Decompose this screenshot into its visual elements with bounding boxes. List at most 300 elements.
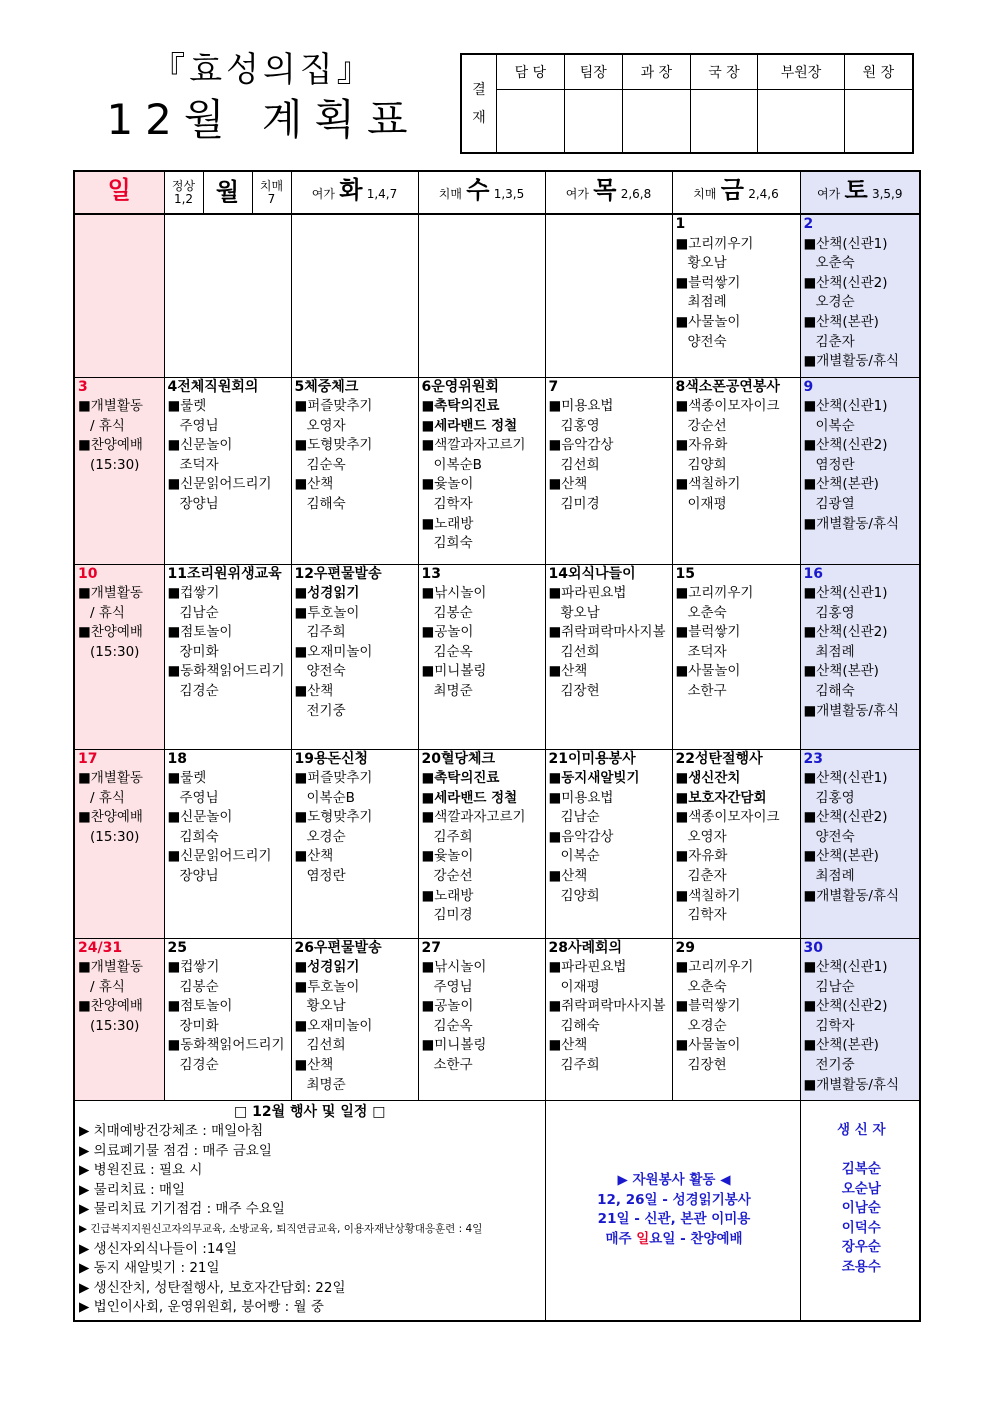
participant-name: 김경순 (179, 683, 219, 700)
event-item: ▶ 병원진료 : 필요 시 (79, 1162, 203, 1179)
special-event: ■세라밴드 정철 (421, 789, 518, 806)
activity-item: ■투호놀이 (294, 604, 360, 621)
day-number: 27 (421, 939, 441, 956)
page-title (78, 48, 448, 148)
activity-item: ■색칠하기 (675, 476, 741, 493)
day-cell-wed[interactable] (418, 377, 545, 564)
participant-name: 주영님 (179, 417, 219, 434)
day-number: 10 (78, 565, 98, 582)
participant-name: 이재평 (560, 978, 600, 995)
participant-name: 김학자 (433, 496, 473, 513)
participant-name: 조덕자 (179, 456, 219, 473)
participant-name: 김봉순 (433, 604, 473, 621)
day-cell-wed[interactable] (418, 749, 545, 938)
day-number: 8색소폰공연봉사 (675, 378, 780, 395)
day-cell-wed[interactable] (418, 938, 545, 1100)
activity-item: ■쥐락펴락마사지볼 (548, 624, 666, 641)
activity-item: ■사물놀이 (675, 1037, 741, 1054)
birthday-name: 이남순 (841, 1200, 881, 1217)
participant-name: 장미화 (179, 643, 219, 660)
participant-name: 황오남 (306, 998, 346, 1015)
activity-item: ■산책 (294, 1057, 334, 1074)
activity-item: ■색종이모자이크 (675, 398, 780, 415)
activity-item: ■낚시놀이 (421, 585, 487, 602)
participant-name: (15:30) (90, 643, 140, 660)
activity-item: ■색깔과자고르기 (421, 437, 526, 454)
participant-name: 김춘자 (815, 333, 855, 350)
participant-name: 오경순 (815, 294, 855, 311)
participant-name: 강순선 (687, 417, 727, 434)
activity-item: ■공놀이 (421, 998, 474, 1015)
activity-item: ■퍼즐맞추기 (294, 770, 373, 787)
day-cell-mon[interactable] (164, 749, 291, 938)
participant-name: 최명준 (433, 683, 473, 700)
day-cell-tue[interactable] (291, 564, 418, 749)
participant-name: 이재평 (687, 496, 727, 513)
activity-item: ■룰렛 (167, 770, 207, 787)
activity-item: ■동화책읽어드리기 (167, 1037, 285, 1054)
activity-item: ■신문읽어드리기 (167, 476, 272, 493)
header-fri: 치매 금 2,4,6 (672, 171, 800, 214)
participant-name: 양전숙 (306, 663, 346, 680)
day-cell-sun[interactable] (74, 377, 164, 564)
day-number: 28사례회의 (548, 939, 623, 956)
week-row (74, 564, 920, 749)
activity-item: ■공놀이 (421, 624, 474, 641)
day-number (422, 215, 545, 235)
day-number: 15 (675, 565, 695, 582)
participant-name: 양전숙 (815, 828, 855, 845)
participant-name: 김남순 (560, 809, 600, 826)
header-thu: 여가 목 2,6,8 (545, 171, 672, 214)
activity-item: ■점토놀이 (167, 998, 233, 1015)
activity-item: ■오재미놀이 (294, 1017, 373, 1034)
participant-name: 황오남 (687, 255, 727, 272)
header-wed: 치매 수 1,3,5 (418, 171, 545, 214)
week-row (74, 938, 920, 1100)
activity-item: ■개별활동 (78, 770, 143, 787)
participant-name: 김경순 (179, 1057, 219, 1074)
activity-item: ■찬양예배 (78, 624, 143, 641)
participant-name: 오춘숙 (687, 978, 727, 995)
special-event: ■촉탁의진료 (421, 770, 500, 787)
activity-item: ■낚시놀이 (421, 959, 487, 976)
day-cell-sun[interactable] (74, 564, 164, 749)
activity-item: ■산책(본관) (803, 1037, 879, 1054)
volunteer-cell (545, 1100, 800, 1321)
day-cell-tue[interactable] (291, 214, 418, 377)
activity-item: ■고리끼우기 (675, 959, 754, 976)
activity-item: ■컵쌓기 (167, 585, 220, 602)
activity-item: ■색종이모자이크 (675, 809, 780, 826)
event-item: ▶ 물리치료 : 매일 (79, 1181, 186, 1198)
approval-table (460, 53, 914, 154)
day-number: 9 (803, 378, 814, 395)
activity-item: ■블럭쌓기 (675, 624, 741, 641)
participant-name: 최명준 (306, 1076, 346, 1093)
participant-name: 오영자 (687, 828, 727, 845)
activity-item: ■찬양예배 (78, 809, 143, 826)
activity-item: ■개별활동/휴식 (803, 702, 900, 719)
day-cell-thu[interactable] (545, 938, 672, 1100)
birthday-name: 이덕수 (841, 1219, 881, 1236)
special-event: ■생신잔치 (675, 770, 741, 787)
activity-item: ■산책(신관2) (803, 998, 888, 1015)
activity-item: ■윷놀이 (421, 476, 474, 493)
special-event: ■세라밴드 정철 (421, 417, 518, 434)
event-item: ▶ 치매예방건강체조 : 매일아침 (79, 1123, 264, 1140)
participant-name: 조덕자 (687, 643, 727, 660)
activity-item: ■산책 (294, 848, 334, 865)
day-number: 6운영위원회 (421, 378, 499, 395)
birthday-name: 김복순 (841, 1161, 881, 1178)
day-cell-wed[interactable] (418, 564, 545, 749)
participant-name: 김광열 (815, 496, 855, 513)
participant-name: 김선희 (306, 1037, 346, 1054)
approval-role: 과 장 (623, 54, 691, 90)
sign-box[interactable] (844, 90, 913, 154)
activity-item: ■사물놀이 (675, 663, 741, 680)
approval-role: 담 당 (497, 54, 565, 90)
day-number: 16 (803, 565, 823, 582)
activity-item: ■자유화 (675, 437, 728, 454)
participant-name: 김순옥 (433, 1017, 473, 1034)
participant-name: 황오남 (560, 604, 600, 621)
activity-item: ■룰렛 (167, 398, 207, 415)
header-mon: 정상 1,2 월 치매 7 (164, 171, 291, 214)
approval-role: 국 장 (690, 54, 758, 90)
participant-name: 이복순B (306, 789, 355, 806)
day-cell-mon[interactable] (164, 214, 291, 377)
day-cell-wed[interactable] (418, 214, 545, 377)
event-item: ▶ 의료폐기물 점검 : 매주 금요일 (79, 1142, 272, 1159)
day-number: 3 (78, 378, 88, 395)
day-cell-sat[interactable] (800, 938, 920, 1100)
day-number (549, 215, 672, 235)
participant-name: 김주희 (433, 828, 473, 845)
activity-item: ■산책 (294, 683, 334, 700)
day-number: 1 (675, 216, 686, 232)
participant-name: 김주희 (560, 1057, 600, 1074)
title-line1: 『효성의집』 (151, 50, 375, 90)
day-number: 5체중체크 (294, 378, 359, 395)
activity-item: ■색깔과자고르기 (421, 809, 526, 826)
activity-item: ■신문놀이 (167, 437, 233, 454)
participant-name: 전기중 (306, 702, 346, 719)
day-cell-thu[interactable] (545, 214, 672, 377)
participant-name: 김주희 (306, 624, 346, 641)
day-cell-thu[interactable] (545, 564, 672, 749)
participant-name: 김미경 (433, 907, 473, 924)
day-number: 30 (803, 939, 823, 956)
day-number: 25 (167, 939, 187, 956)
header-tue: 여가 화 1,4,7 (291, 171, 418, 214)
activity-item: ■산책(본관) (803, 476, 879, 493)
special-event: ■성경읽기 (294, 959, 360, 976)
participant-name: 김홍영 (815, 604, 855, 621)
birthday-cell (800, 1100, 920, 1321)
participant-name: 김희숙 (433, 535, 473, 552)
activity-item: ■개별활동/휴식 (803, 887, 900, 904)
activity-item: ■산책 (294, 476, 334, 493)
activity-item: ■고리끼우기 (675, 585, 754, 602)
day-cell-fri[interactable] (672, 214, 800, 377)
day-cell-thu[interactable] (545, 749, 672, 938)
activity-item: ■도형맞추기 (294, 809, 373, 826)
participant-name: 이복순 (815, 417, 855, 434)
day-number: 26우편물발송 (294, 939, 382, 956)
day-number: 29 (675, 939, 695, 956)
birthday-name: 조용수 (841, 1259, 881, 1276)
day-cell-sat[interactable] (800, 564, 920, 749)
sign-box[interactable] (623, 90, 691, 154)
participant-name: 염정란 (815, 456, 855, 473)
header-sun: 일 (74, 171, 164, 214)
day-number: 14외식나들이 (548, 565, 636, 582)
activity-item: ■산책(신관1) (803, 770, 888, 787)
participant-name: 김양희 (560, 887, 600, 904)
activity-item: ■컵쌓기 (167, 959, 220, 976)
day-cell-tue[interactable] (291, 938, 418, 1100)
participant-name: 김순옥 (433, 643, 473, 660)
participant-name: 김홍영 (815, 789, 855, 806)
activity-item: ■사물놀이 (675, 313, 741, 330)
activity-item: ■산책(신관2) (803, 274, 888, 291)
approval-label: 결 재 (461, 54, 497, 153)
day-number: 18 (167, 750, 187, 767)
participant-name: / 휴식 (90, 604, 125, 621)
participant-name: 강순선 (433, 868, 473, 885)
participant-name: (15:30) (90, 828, 140, 845)
activity-item: ■산책 (548, 868, 588, 885)
activity-item: ■점토놀이 (167, 624, 233, 641)
participant-name: 김홍영 (560, 417, 600, 434)
activity-item: ■개별활동 (78, 398, 143, 415)
participant-name: 김장현 (560, 683, 600, 700)
activity-item: ■산책(신관1) (803, 959, 888, 976)
day-cell-sun[interactable] (74, 938, 164, 1100)
participant-name: 주영님 (179, 789, 219, 806)
calendar-table (73, 170, 921, 1322)
activity-item: ■동화책읽어드리기 (167, 663, 285, 680)
participant-name: 소한구 (433, 1057, 473, 1074)
participant-name: 소한구 (687, 683, 727, 700)
activity-item: ■오재미놀이 (294, 643, 373, 660)
activity-item: ■도형맞추기 (294, 437, 373, 454)
participant-name: / 휴식 (90, 978, 125, 995)
participant-name: 오경순 (687, 1017, 727, 1034)
birthday-title: 생 신 자 (836, 1121, 886, 1138)
special-event: ■동지새알빚기 (548, 770, 640, 787)
day-cell-fri[interactable] (672, 377, 800, 564)
participant-name: 김희숙 (179, 828, 219, 845)
activity-item: ■산책(신관1) (803, 398, 888, 415)
activity-item: ■찬양예배 (78, 437, 143, 454)
participant-name: 최점례 (687, 294, 727, 311)
footer-row (74, 1100, 920, 1321)
activity-item: ■음악감상 (548, 437, 614, 454)
activity-item: ■산책 (548, 476, 588, 493)
approval-role: 부원장 (758, 54, 845, 90)
activity-item: ■산책 (548, 1037, 588, 1054)
event-item: ▶ 긴급복지지원신고자의무교육, 소방교육, 퇴직연금교육, 이용자재난상황대응훈련 : 4일 (79, 1223, 483, 1236)
event-item: ▶ 생신잔치, 성탄절행사, 보호자간담회: 22일 (79, 1279, 346, 1296)
activity-item: ■산책(신관2) (803, 809, 888, 826)
participant-name: 장양님 (179, 496, 219, 513)
day-number (168, 215, 291, 235)
activity-item: ■산책(신관1) (803, 585, 888, 602)
day-cell-tue[interactable] (291, 377, 418, 564)
activity-item: ■미니볼링 (421, 663, 487, 680)
activity-item: ■색칠하기 (675, 887, 741, 904)
activity-item: ■산책(본관) (803, 313, 879, 330)
day-number (78, 215, 164, 235)
calendar-header (74, 171, 920, 214)
event-item: ▶ 생신자외식나들이 :14일 (79, 1240, 238, 1257)
day-cell-sat[interactable] (800, 749, 920, 938)
participant-name: 오춘숙 (815, 255, 855, 272)
activity-item: ■블럭쌓기 (675, 274, 741, 291)
activity-item: ■미용요법 (548, 789, 614, 806)
participant-name: / 휴식 (90, 789, 125, 806)
participant-name: 김장현 (687, 1057, 727, 1074)
day-number: 23 (803, 750, 823, 767)
participant-name: 김선희 (560, 456, 600, 473)
events-cell (74, 1100, 545, 1321)
day-number: 13 (421, 565, 441, 582)
participant-name: 김해숙 (815, 683, 855, 700)
activity-item: ■파라핀요법 (548, 959, 627, 976)
participant-name: 김남순 (179, 604, 219, 621)
day-cell-thu[interactable] (545, 377, 672, 564)
participant-name: 김해숙 (560, 1017, 600, 1034)
participant-name: / 휴식 (90, 417, 125, 434)
participant-name: 오춘숙 (687, 604, 727, 621)
event-item: ▶ 법인이사회, 운영위원회, 붕어빵 : 월 중 (79, 1299, 324, 1316)
events-title: □ 12월 행사 및 일정 □ (234, 1103, 386, 1120)
participant-name: 김순옥 (306, 456, 346, 473)
activity-item: ■산책(본관) (803, 848, 879, 865)
participant-name: 이복순B (433, 456, 482, 473)
activity-item: ■산책(본관) (803, 663, 879, 680)
participant-name: 김봉순 (179, 978, 219, 995)
approval-role: 원 장 (844, 54, 913, 90)
participant-name: (15:30) (90, 456, 140, 473)
participant-name: 전기중 (815, 1057, 855, 1074)
day-cell-sat[interactable] (800, 377, 920, 564)
day-cell-mon[interactable] (164, 564, 291, 749)
volunteer-line: 21일 - 신관, 본관 이미용 (597, 1211, 751, 1228)
event-item: ▶ 동지 새알빚기 : 21일 (79, 1260, 220, 1277)
activity-item: ■미용요법 (548, 398, 614, 415)
week-row (74, 377, 920, 564)
activity-item: ■개별활동 (78, 585, 143, 602)
day-number: 20혈당체크 (421, 750, 496, 767)
participant-name: 장미화 (179, 1017, 219, 1034)
activity-item: ■미니볼링 (421, 1037, 487, 1054)
sign-box[interactable] (690, 90, 758, 154)
birthday-name: 오순남 (841, 1180, 881, 1197)
event-item: ▶ 물리치료 기기점검 : 매주 수요일 (79, 1201, 285, 1218)
participant-name: 오영자 (306, 417, 346, 434)
participant-name: 김미경 (560, 496, 600, 513)
participant-name: 김춘자 (687, 868, 727, 885)
participant-name: 김양희 (687, 456, 727, 473)
activity-item: ■신문놀이 (167, 809, 233, 826)
participant-name: 김남순 (815, 978, 855, 995)
day-cell-sun[interactable] (74, 214, 164, 377)
activity-item: ■파라핀요법 (548, 585, 627, 602)
volunteer-line: 12, 26일 - 성경읽기봉사 (597, 1191, 751, 1208)
birthday-name: 장우순 (841, 1239, 881, 1256)
day-number: 4전체직원회의 (167, 378, 259, 395)
day-number: 19용돈신청 (294, 750, 369, 767)
day-number: 2 (803, 216, 814, 232)
special-event: ■촉탁의진료 (421, 398, 500, 415)
activity-item: ■블럭쌓기 (675, 998, 741, 1015)
day-number: 24/31 (78, 939, 123, 956)
participant-name: 오경순 (306, 828, 346, 845)
activity-item: ■노래방 (421, 515, 474, 532)
day-cell-mon[interactable] (164, 938, 291, 1100)
participant-name: 염정란 (306, 868, 346, 885)
day-cell-sun[interactable] (74, 749, 164, 938)
header-sat: 여가 토 3,5,9 (800, 171, 920, 214)
activity-item: ■자유화 (675, 848, 728, 865)
activity-item: ■개별활동/휴식 (803, 353, 900, 370)
activity-item: ■개별활동 (78, 959, 143, 976)
activity-item: ■음악감상 (548, 828, 614, 845)
title-line2: 12월 계획표 (106, 95, 420, 144)
day-cell-fri[interactable] (672, 564, 800, 749)
day-cell-mon[interactable] (164, 377, 291, 564)
day-cell-sat[interactable] (800, 214, 920, 377)
participant-name: 김학자 (815, 1017, 855, 1034)
activity-item: ■산책(신관2) (803, 624, 888, 641)
day-number: 22성탄절행사 (675, 750, 763, 767)
day-cell-fri[interactable] (672, 938, 800, 1100)
participant-name: 양전숙 (687, 333, 727, 350)
activity-item: ■개별활동/휴식 (803, 1076, 900, 1093)
activity-item: ■산책 (548, 663, 588, 680)
activity-item: ■고리끼우기 (675, 235, 754, 252)
volunteer-title: ▶ 자원봉사 활동 ◀ (617, 1172, 731, 1189)
activity-item: ■개별활동/휴식 (803, 515, 900, 532)
day-number: 7 (548, 378, 559, 395)
sign-box[interactable] (497, 90, 565, 154)
participant-name: 주영님 (433, 978, 473, 995)
activity-item: ■노래방 (421, 887, 474, 904)
participant-name: 김해숙 (306, 496, 346, 513)
participant-name: 최점례 (815, 643, 855, 660)
special-event: ■보호자간담회 (675, 789, 767, 806)
activity-item: ■윷놀이 (421, 848, 474, 865)
sign-box[interactable] (758, 90, 845, 154)
day-cell-fri[interactable] (672, 749, 800, 938)
activity-item: ■신문읽어드리기 (167, 848, 272, 865)
day-number: 21이미용봉사 (548, 750, 636, 767)
activity-item: ■퍼즐맞추기 (294, 398, 373, 415)
participant-name: 김학자 (687, 907, 727, 924)
activity-item: ■쥐락펴락마사지볼 (548, 998, 666, 1015)
participant-name: 최점례 (815, 868, 855, 885)
volunteer-line: 매주 일요일 - 찬양예배 (605, 1230, 743, 1247)
day-cell-tue[interactable] (291, 749, 418, 938)
sign-box[interactable] (564, 90, 622, 154)
week-row (74, 749, 920, 938)
special-event: ■성경읽기 (294, 585, 360, 602)
activity-item: ■산책(신관2) (803, 437, 888, 454)
